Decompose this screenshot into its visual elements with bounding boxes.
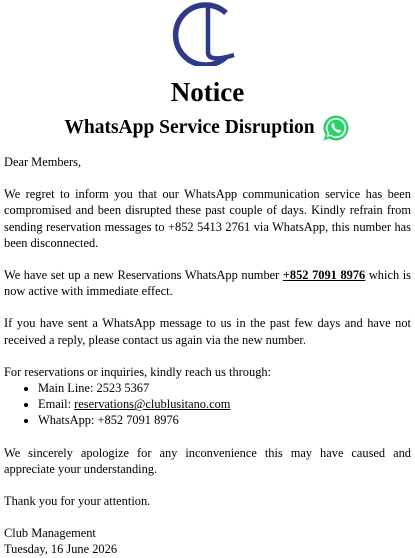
- new-number-lead: We have set up a new Reservations WhatsApp number: [4, 268, 283, 283]
- club-logo: [168, 0, 250, 66]
- paragraph-new-number: [4, 267, 411, 299]
- notice-title: Notice: [170, 77, 245, 107]
- contact-email: [38, 396, 411, 412]
- email-link[interactable]: reservations@clublusitano.com: [74, 397, 231, 412]
- paragraph-disruption: We regret to inform you that our WhatsApp communication service has been compromised and been disrupted these past couple of days. Kindly refrain from sending reservation messages to +852 5413 2761 via WhatsApp, this number has been disconnected.: [4, 187, 411, 250]
- notice-subtitle: WhatsApp Service Disruption: [64, 117, 315, 138]
- paragraph-thanks: Thank you for your attention.: [4, 494, 151, 509]
- contact-email-label: Email:: [38, 397, 75, 412]
- signature: Club Management: [4, 526, 96, 541]
- paragraph-no-reply: If you have sent a WhatsApp message to us in the past few days and have not received a reply, please contact us again via the new number.: [4, 316, 411, 347]
- greeting: Dear Members,: [4, 155, 82, 169]
- contact-whatsapp: • WhatsApp: +852 7091 8976: [38, 412, 411, 428]
- new-whatsapp-number: +852 7091 8976: [282, 268, 366, 283]
- contact-list: [4, 380, 411, 429]
- paragraph-apology: We sincerely apologize for any inconvenience this may have caused and appreciate your understanding.: [4, 445, 411, 476]
- subtitle-row: [0, 113, 415, 143]
- contact-intro: For reservations or inquiries, kindly reach us through:: [4, 364, 272, 379]
- new-number-tail: which is now active with immediate effect.: [4, 268, 411, 299]
- notice-date: Tuesday, 16 June 2026: [4, 542, 118, 557]
- contact-main-line: • Main Line: 2523 5367: [38, 380, 411, 396]
- notice-body: [4, 154, 411, 558]
- whatsapp-icon: [321, 113, 351, 143]
